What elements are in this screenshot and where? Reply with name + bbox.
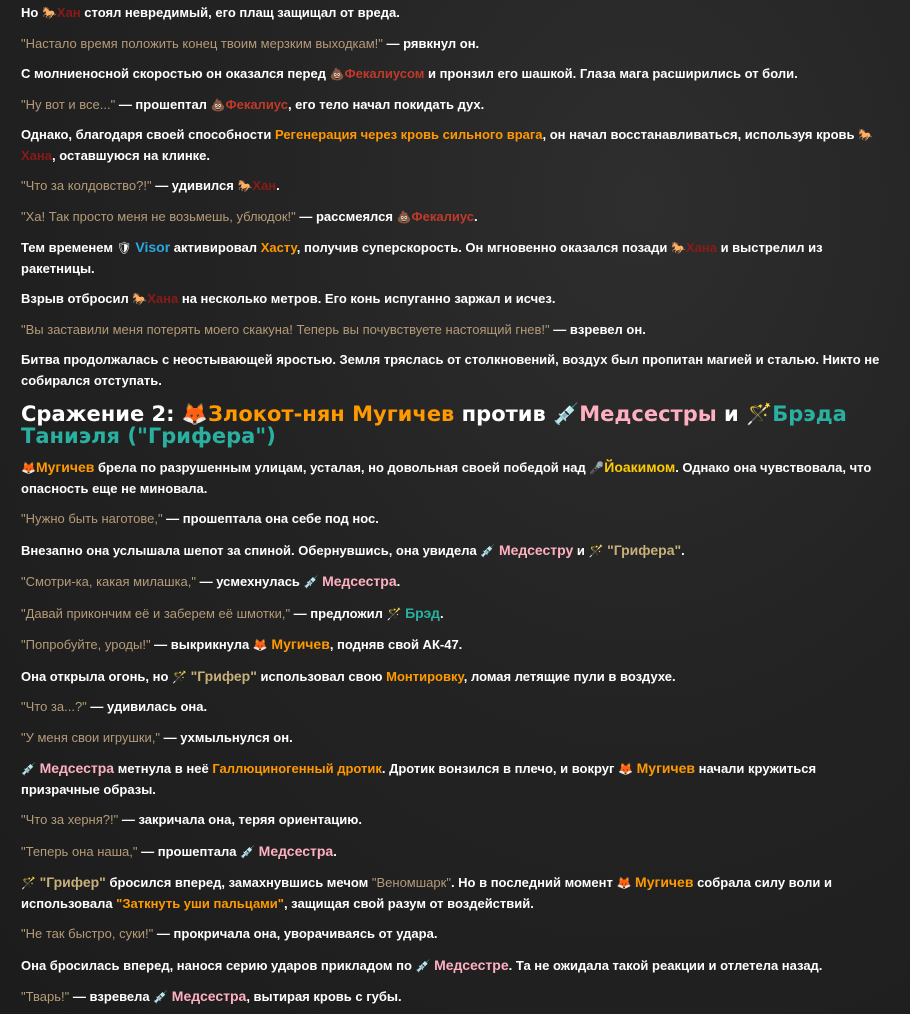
paragraph: "Ха! Так просто меня не возьмешь, ублюдок!" — рассмеялся 💩Фекалиус. <box>21 208 478 224</box>
quote: "Настало время положить конец твоим мерзким выходкам!" <box>21 35 383 51</box>
character-medsestra: Медсестра <box>258 842 334 859</box>
fox-icon: 🦊 <box>181 402 209 426</box>
paragraph: "У меня свои игрушки," — ухмыльнулся он. <box>21 729 293 745</box>
skill-name: Хасту <box>260 240 297 255</box>
character-mugichev: Мугичев <box>35 459 95 475</box>
character-medsestra: Медсестра <box>39 760 115 776</box>
character-khan: Хана <box>21 147 52 163</box>
paragraph: С молниеносной скоростью он оказался перед 💩Фекалиусом и пронзил его шашкой. Глаза мага расширились от боли. <box>21 66 798 81</box>
paragraph: "Вы заставили меня потерять моего скакуна! Теперь вы почувствуете настоящий гнев!" — взревел он. <box>21 321 646 337</box>
paragraph: Она открыла огонь, но 🪄 "Грифер" использовал свою Монтировку, ломая летящие пули в воздухе. <box>21 667 676 684</box>
paragraph: Битва продолжалась с неостывающей яростью. Земля тряслась от столкновений, воздух был пропитан магией и сталью. Никто не собирался отступать. <box>21 352 880 388</box>
syringe-icon: 💉 <box>303 575 319 589</box>
paragraph: "Тварь!" — взревела 💉 Медсестра, вытирая кровь с губы. <box>21 988 402 1004</box>
quote: "Что за...?" <box>21 699 87 714</box>
character-fekalius: Фекалиус <box>411 208 474 224</box>
character-khan: Хана <box>685 240 717 255</box>
wand-icon: 🪄 <box>588 543 604 558</box>
horse-icon: 🐎 <box>41 6 57 20</box>
poop-icon: 💩 <box>396 209 412 224</box>
skill-name: Монтировку <box>386 668 464 684</box>
fox-icon: 🦊 <box>618 762 633 776</box>
syringe-icon: 💉 <box>480 543 496 558</box>
paragraph: "Ну вот и все..." — прошептал 💩Фекалиус, его тело начал покидать дух. <box>21 96 485 112</box>
wand-icon: 🪄 <box>386 606 402 621</box>
syringe-icon: 💉 <box>553 402 580 426</box>
character-khan: Хана <box>147 291 179 306</box>
quote: "Попробуйте, уроды!" <box>21 637 151 652</box>
paragraph: "Не так быстро, суки!" — прокричала она, уворачиваясь от удара. <box>21 926 438 941</box>
quote: "Что за колдовство?!" <box>21 178 152 193</box>
horse-icon: 🐎 <box>671 241 686 255</box>
paragraph: Взрыв отбросил 🐎Хана на несколько метров. Его конь испуганно заржал и исчез. <box>21 291 556 306</box>
character-bred: Брэд <box>405 604 440 621</box>
horse-icon: 🐎 <box>858 128 874 142</box>
paragraph: Она бросилась вперед, нанося серию ударов прикладом по 💉 Медсестре. Та не ожидала такой реакции и отлетела назад. <box>21 956 823 973</box>
horse-icon: 🐎 <box>132 292 148 306</box>
quote: "Теперь она наша," <box>21 843 138 859</box>
syringe-icon: 💉 <box>21 762 36 776</box>
poop-icon: 💩 <box>329 67 345 81</box>
character-grifer: "Грифер" <box>39 874 106 890</box>
paragraph: Но 🐎Хан стоял невредимый, его плащ защищал от вреда. <box>21 5 400 20</box>
wand-icon: 🪄 <box>172 669 187 684</box>
character-grifer: "Грифера" <box>607 541 682 558</box>
quote: "Ха! Так просто меня не возьмешь, ублюдок!" <box>21 208 296 224</box>
quote: "Ну вот и все..." <box>21 96 116 112</box>
quote: "Вы заставили меня потерять моего скакуна! Теперь вы почувствуете настоящий гнев!" <box>21 321 550 337</box>
skill-name: Галлюциногенный дротик <box>212 761 382 776</box>
syringe-icon: 💉 <box>240 844 256 859</box>
item-name: "Веномшарк" <box>371 875 451 890</box>
character-visor: Visor <box>135 239 171 255</box>
paragraph: "Попробуйте, уроды!" — выкрикнула 🦊 Мугичев, подняв свой АК-47. <box>21 636 463 652</box>
mic-icon: 🎤 <box>589 461 605 475</box>
character-medsestra: Медсестра <box>322 573 397 589</box>
skill-name: "Заткнуть уши пальцами" <box>116 895 284 911</box>
character-khan: Хан <box>56 5 81 20</box>
character-grifer: "Грифер" <box>190 667 257 684</box>
skill-name: Регенерация через кровь сильного врага <box>274 127 543 142</box>
section-heading: Сражение 2: 🦊Злокот-нян Мугичев против 💉Медсестры и 🪄Брэда Таниэля ("Грифера") <box>21 402 847 448</box>
character-khan: Хан <box>252 178 277 193</box>
fox-icon: 🦊 <box>21 461 36 475</box>
paragraph: "Что за херня?!" — закричала она, теряя ориентацию. <box>21 812 362 827</box>
quote: "Давай прикончим её и заберем её шмотки," <box>21 605 291 621</box>
quote: "Что за херня?!" <box>21 812 119 827</box>
character-mugichev: Мугичев <box>271 636 330 652</box>
quote: "Не так быстро, суки!" <box>21 926 154 941</box>
character-mugichev: Мугичев <box>636 760 696 776</box>
quote: "Нужно быть наготове," <box>21 511 163 526</box>
paragraph: "Давай прикончим её и заберем её шмотки," — предложил 🪄 Брэд. <box>21 604 444 621</box>
quote: "У меня свои игрушки," <box>21 729 161 745</box>
shield-icon: 🛡 <box>116 241 132 255</box>
paragraph: "Нужно быть наготове," — прошептала она себе под нос. <box>21 511 379 526</box>
quote: "Тварь!" <box>21 989 70 1004</box>
poop-icon: 💩 <box>210 97 226 112</box>
wand-icon: 🪄 <box>21 876 36 890</box>
paragraph: 💉 Медсестра метнула в неё Галлюциногенный дротик. Дротик вонзился в плечо, и вокруг 🦊 Мугичев начали кружиться призрачные образы. <box>21 760 817 797</box>
paragraph: "Что за колдовство?!" — удивился 🐎Хан. <box>21 178 280 193</box>
paragraph: 🦊Мугичев брела по разрушенным улицам, усталая, но довольная своей победой над 🎤Йоакимом. Однако она чувствовала, что опасность еще не миновала. <box>21 459 872 496</box>
fox-icon: 🦊 <box>252 638 268 652</box>
paragraph: "Смотри-ка, какая милашка," — усмехнулась 💉 Медсестра. <box>21 573 401 589</box>
paragraph: "Что за...?" — удивилась она. <box>21 699 208 714</box>
character-medsestra: Медсестре <box>434 956 509 973</box>
syringe-icon: 💉 <box>153 990 169 1004</box>
horse-icon: 🐎 <box>237 179 253 193</box>
syringe-icon: 💉 <box>415 958 431 973</box>
character-fekalius: Фекалиус <box>225 96 288 112</box>
paragraph: 🪄 "Грифер" бросился вперед, замахнувшись мечом "Веномшарк". Но в последний момент 🦊 Мугичев собрала силу воли и использовала "Заткнуть уши пальцами", защищая свой разум от воздействий. <box>21 874 832 911</box>
character-fekalius: Фекалиусом <box>344 66 425 81</box>
character-mugichev: Мугичев <box>635 874 694 890</box>
quote: "Смотри-ка, какая милашка," <box>21 574 197 589</box>
paragraph: "Теперь она наша," — прошептала 💉 Медсестра. <box>21 842 337 859</box>
character-medsestra: Медсестра <box>171 988 247 1004</box>
paragraph: Внезапно она услышала шепот за спиной. Обернувшись, она увидела 💉 Медсестру и 🪄 "Грифера". <box>21 541 685 558</box>
fox-icon: 🦊 <box>616 876 632 890</box>
character-medsestra: Медсестру <box>498 541 574 558</box>
paragraph: Тем временем 🛡 Visor активировал Хасту, получив суперскорость. Он мгновенно оказался позади 🐎Хана и выстрелил из ракетницы. <box>21 239 823 276</box>
paragraph: "Настало время положить конец твоим мерзким выходкам!" — рявкнул он. <box>21 35 480 51</box>
paragraph: Однако, благодаря своей способности Регенерация через кровь сильного врага, он начал восстанавливаться, используя кровь 🐎Хана, оставшуюся на клинке. <box>21 127 874 163</box>
wand-icon: 🪄 <box>746 402 773 426</box>
character-yoakim: Йоакимом <box>604 459 676 475</box>
